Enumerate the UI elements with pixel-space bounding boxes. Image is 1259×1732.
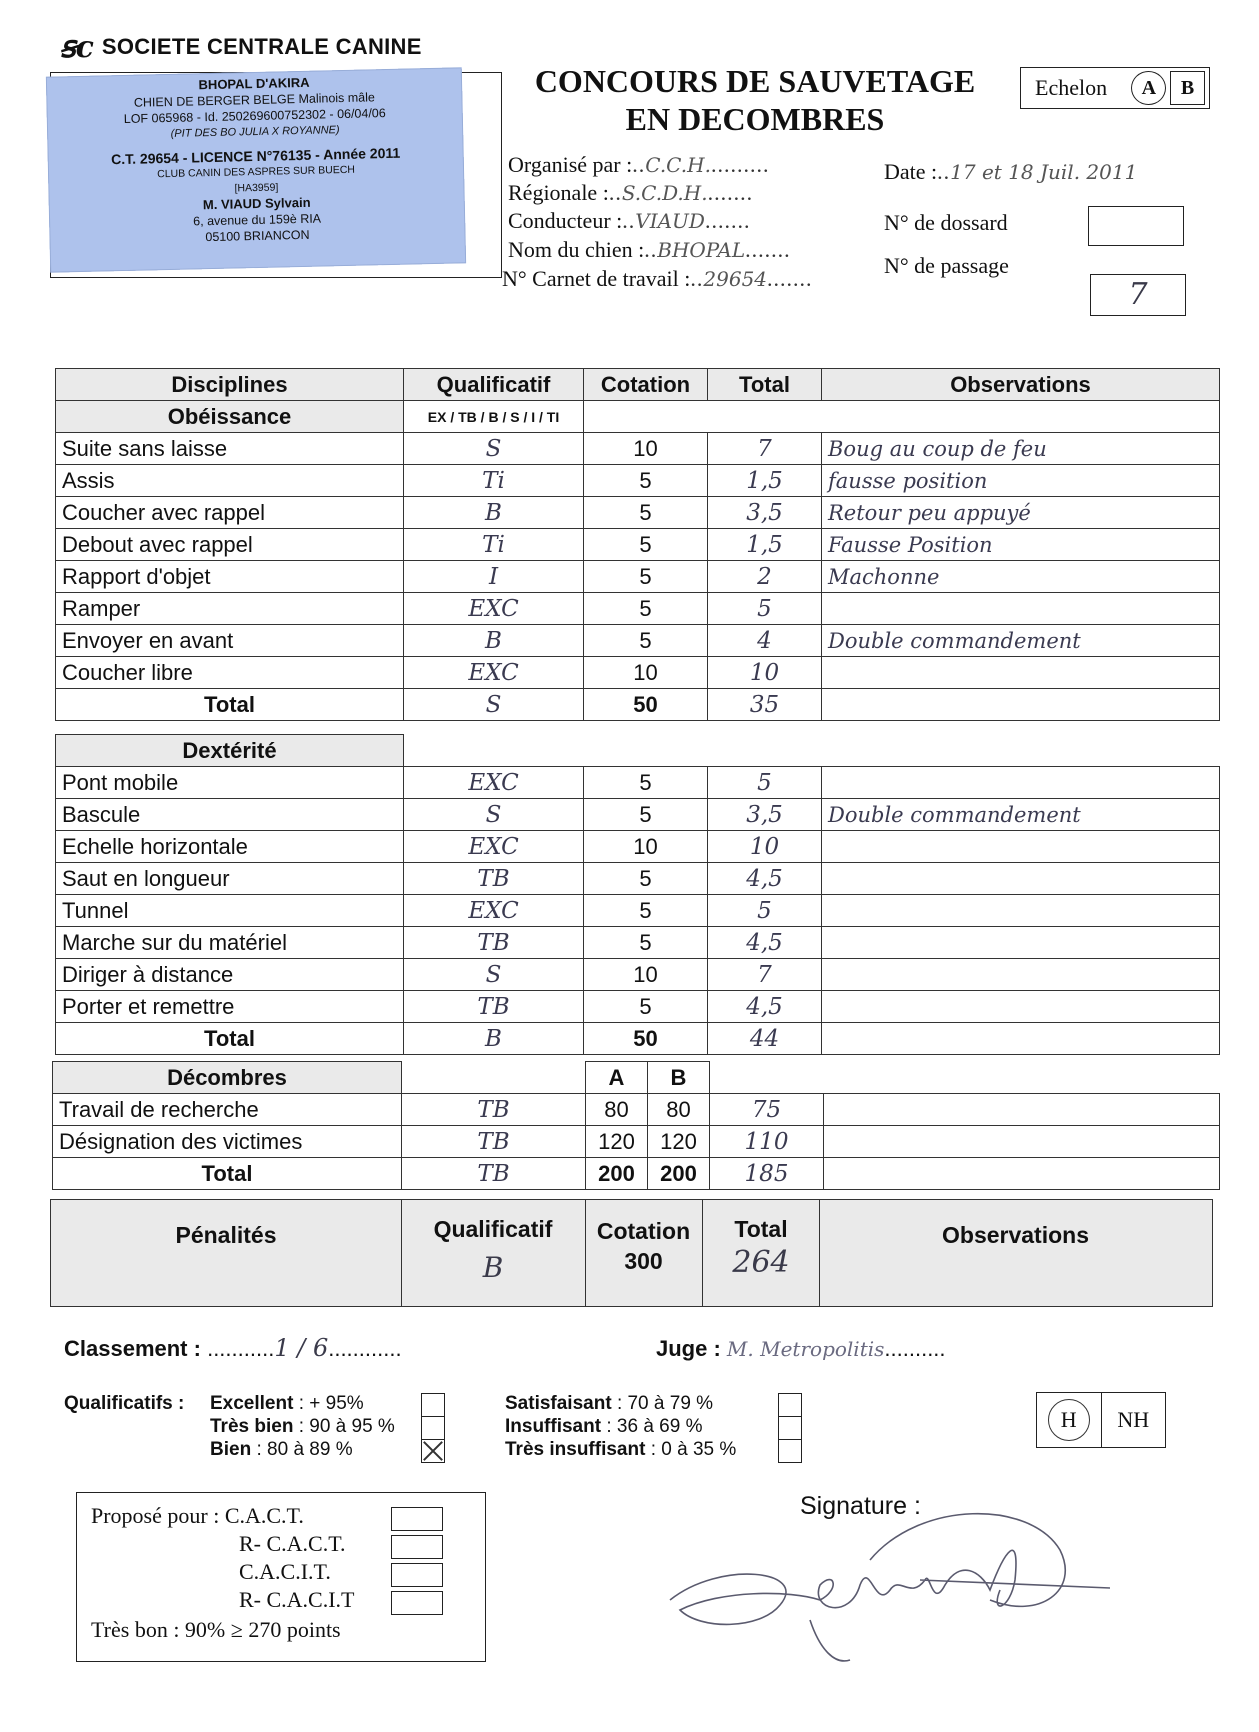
total-row — [56, 689, 1220, 721]
proposal-box — [76, 1492, 486, 1662]
empty-cell — [710, 1062, 1220, 1094]
h-nh-selector — [1036, 1392, 1166, 1448]
organization-name: SOCIETE CENTRALE CANINE — [101, 34, 422, 59]
header-observations: Observations — [822, 369, 1220, 401]
carnet-value[interactable]: 29654 — [703, 267, 768, 291]
passage-label: N° de passage — [884, 253, 1009, 278]
dog-parents: (PIT DES BO JULIA X ROYANNE) — [170, 124, 340, 140]
cotation-value: 5 — [584, 895, 708, 927]
legend-tres-bien — [210, 1415, 395, 1438]
dexterite-table — [55, 734, 1220, 1055]
checkbox-excellent[interactable] — [421, 1393, 445, 1417]
table-row — [56, 625, 1220, 657]
discipline-name: Coucher libre — [56, 657, 404, 689]
qualificatif-value[interactable]: S — [404, 959, 584, 991]
qualificatif-value[interactable]: TB — [404, 927, 584, 959]
cotation-b-value: 80 — [648, 1094, 710, 1126]
table-row — [56, 433, 1220, 465]
dog-licence: C.T. 29654 - LICENCE N°76135 - Année 2011 — [110, 144, 401, 168]
qualificatif-value[interactable]: EXC — [404, 657, 584, 689]
discipline-name: Désignation des victimes — [53, 1126, 402, 1158]
table-header-row — [56, 369, 1220, 401]
section-row — [56, 401, 1220, 433]
proposal-cacit-label: C.A.C.I.T. — [239, 1559, 331, 1584]
cotation-value: 5 — [584, 991, 708, 1023]
section-title-decombres: Décombres — [53, 1062, 402, 1094]
regionale-field: Régionale :..S.C.D.H........ — [508, 180, 754, 205]
owner-address: 6, avenue du 159è RIA — [193, 211, 322, 229]
total-observations[interactable] — [822, 1023, 1220, 1055]
table-row — [53, 1094, 1220, 1126]
observation-value[interactable]: Double commandement — [822, 799, 1220, 831]
penalites-section — [50, 1199, 1213, 1307]
carnet-field: N° Carnet de travail :..29654....... — [502, 266, 813, 291]
table-row — [56, 959, 1220, 991]
dog-club: CLUB CANIN DES ASPRES SUR BUECH — [157, 163, 356, 181]
legend-bien-range: : 80 à 89 % — [256, 1439, 353, 1460]
total-label: Total — [56, 689, 404, 721]
table-row — [56, 991, 1220, 1023]
checkbox-r-cact[interactable] — [391, 1535, 443, 1559]
qualificatif-value[interactable]: Ti — [404, 529, 584, 561]
discipline-name: Rapport d'objet — [56, 561, 404, 593]
judge-signature-drawing — [660, 1490, 1110, 1670]
empty-cell — [404, 735, 1220, 767]
proposal-r-cact-label: R- C.A.C.T. — [239, 1531, 346, 1556]
header-total: Total — [708, 369, 822, 401]
title-line-1: CONCOURS DE SAUVETAGE — [534, 63, 976, 99]
observation-value[interactable]: Double commandement — [822, 625, 1220, 657]
obeissance-table — [55, 368, 1220, 721]
qualificatif-value[interactable]: TB — [404, 863, 584, 895]
penalites-cotation-label: Cotation — [596, 1218, 691, 1244]
discipline-name: Porter et remettre — [56, 991, 404, 1023]
organise-value[interactable]: C.C.H. — [645, 153, 711, 177]
legend-bien — [210, 1438, 353, 1461]
dog-name: BHOPAL D'AKIRA — [198, 74, 310, 93]
total-value[interactable]: 4 — [708, 625, 822, 657]
observation-value[interactable] — [822, 657, 1220, 689]
discipline-name: Suite sans laisse — [56, 433, 404, 465]
penalites-cotation — [585, 1200, 703, 1306]
nom-chien-label: Nom du chien : — [508, 237, 645, 262]
total-value[interactable]: 5 — [708, 895, 822, 927]
legend-insuffisant-range: : 36 à 69 % — [606, 1416, 703, 1437]
qualificatif-value[interactable]: EXC — [404, 593, 584, 625]
dossard-input[interactable] — [1088, 206, 1184, 246]
discipline-name: Saut en longueur — [56, 863, 404, 895]
passage-input[interactable]: 7 — [1090, 274, 1186, 316]
echelon-label: Echelon — [1035, 75, 1108, 100]
organise-field: Organisé par :..C.C.H.......... — [508, 152, 770, 177]
total-qualificatif[interactable]: S — [404, 689, 584, 721]
penalites-cotation-value: 300 — [624, 1248, 663, 1274]
total-value[interactable]: 3,5 — [708, 799, 822, 831]
discipline-name: Tunnel — [56, 895, 404, 927]
cotation-value: 5 — [584, 863, 708, 895]
observation-value[interactable]: fausse position — [822, 465, 1220, 497]
header-cotation: Cotation — [584, 369, 708, 401]
regionale-label: Régionale : — [508, 180, 609, 205]
penalites-total-value[interactable]: 264 — [732, 1245, 790, 1280]
observation-value[interactable] — [822, 895, 1220, 927]
table-row — [56, 895, 1220, 927]
decombres-table — [52, 1061, 1220, 1190]
option-h-label: H — [1048, 1399, 1090, 1441]
checkbox-satisfaisant[interactable] — [778, 1393, 802, 1417]
penalites-qualificatif-value[interactable]: B — [482, 1251, 504, 1284]
discipline-name: Marche sur du matériel — [56, 927, 404, 959]
classement-label: Classement : — [64, 1336, 201, 1361]
table-row — [56, 831, 1220, 863]
legend-tres-insuffisant — [505, 1438, 736, 1461]
discipline-name: Pont mobile — [56, 767, 404, 799]
total-value[interactable]: 35 — [708, 689, 822, 721]
qualificatif-scale: EX / TB / B / S / I / TI — [404, 401, 584, 433]
checkbox-cacit[interactable] — [391, 1563, 443, 1587]
total-row — [53, 1158, 1220, 1190]
dossard-label: N° de dossard — [884, 210, 1008, 235]
classement-field: Classement : ...........1 / 6............ — [64, 1334, 402, 1362]
observation-value[interactable] — [822, 593, 1220, 625]
cotation-value: 5 — [584, 529, 708, 561]
juge-field: Juge : M. Metropolitis.......... — [656, 1336, 946, 1361]
cotation-value: 5 — [584, 799, 708, 831]
discipline-name: Bascule — [56, 799, 404, 831]
cotation-value: 5 — [584, 927, 708, 959]
checkbox-r-cacit[interactable] — [391, 1591, 443, 1615]
observation-value[interactable]: Retour peu appuyé — [822, 497, 1220, 529]
checkbox-bien-checked[interactable] — [421, 1439, 445, 1463]
section-title-obeissance: Obéissance — [56, 401, 404, 433]
discipline-name: Assis — [56, 465, 404, 497]
observation-value[interactable] — [824, 1126, 1220, 1158]
cotation-a-value: 120 — [586, 1126, 648, 1158]
juge-value[interactable]: M. Metropolitis — [726, 1337, 885, 1361]
qualificatif-value[interactable]: Ti — [404, 465, 584, 497]
cotation-value: 5 — [584, 767, 708, 799]
total-value[interactable]: 1,5 — [708, 465, 822, 497]
classement-value[interactable]: 1 / 6 — [274, 1334, 329, 1362]
conducteur-value[interactable]: VIAUD — [635, 209, 705, 233]
observation-value[interactable] — [824, 1094, 1220, 1126]
cotation-value: 10 — [584, 657, 708, 689]
proposal-cact-label: Proposé pour : C.A.C.T. — [91, 1503, 304, 1528]
organise-label: Organisé par : — [508, 152, 633, 177]
header-disciplines: Disciplines — [56, 369, 404, 401]
discipline-name: Coucher avec rappel — [56, 497, 404, 529]
observation-value[interactable]: Fausse Position — [822, 529, 1220, 561]
legend-tres-insuffisant-label: Très insuffisant — [505, 1439, 646, 1460]
proposal-r-cacit-label: R- C.A.C.I.T — [239, 1587, 355, 1612]
cotation-value: 10 — [584, 959, 708, 991]
qualificatif-value[interactable]: EXC — [404, 895, 584, 927]
discipline-name: Ramper — [56, 593, 404, 625]
title-line-2: EN DECOMBRES — [625, 101, 885, 137]
option-h[interactable] — [1037, 1393, 1102, 1447]
total-cotation: 50 — [584, 1023, 708, 1055]
empty-cell — [584, 401, 1220, 433]
total-value[interactable]: 5 — [708, 593, 822, 625]
section-row — [56, 735, 1220, 767]
cotation-value: 5 — [584, 561, 708, 593]
total-value[interactable]: 10 — [708, 831, 822, 863]
total-value[interactable]: 7 — [708, 959, 822, 991]
qualificatif-value[interactable]: S — [404, 799, 584, 831]
total-cotation: 50 — [584, 689, 708, 721]
table-row — [56, 863, 1220, 895]
option-nh[interactable]: NH — [1117, 1407, 1150, 1432]
cotation-a-value: 80 — [586, 1094, 648, 1126]
checkbox-insuffisant[interactable] — [778, 1416, 802, 1440]
observation-value[interactable]: Boug au coup de feu — [822, 433, 1220, 465]
table-row — [56, 657, 1220, 689]
penalites-qualificatif-label: Qualificatif — [433, 1216, 553, 1242]
observation-value[interactable] — [822, 927, 1220, 959]
legend-excellent — [210, 1392, 364, 1415]
qualificatif-value[interactable]: B — [404, 625, 584, 657]
discipline-name: Debout avec rappel — [56, 529, 404, 561]
juge-label: Juge : — [656, 1336, 721, 1361]
qualificatif-value[interactable]: S — [404, 433, 584, 465]
discipline-name: Envoyer en avant — [56, 625, 404, 657]
proposal-tres-bon-note: Très bon : 90% ≥ 270 points — [91, 1617, 341, 1642]
echelon-option-b[interactable]: B — [1170, 71, 1205, 105]
total-observations[interactable] — [822, 689, 1220, 721]
observation-value[interactable] — [822, 863, 1220, 895]
checkbox-tres-bien[interactable] — [421, 1416, 445, 1440]
carnet-label: N° Carnet de travail : — [502, 266, 691, 291]
total-observations[interactable] — [824, 1158, 1220, 1190]
table-row — [56, 465, 1220, 497]
penalites-total — [703, 1200, 820, 1306]
empty-cell — [402, 1062, 586, 1094]
legend-tres-insuffisant-range: : 0 à 35 % — [650, 1439, 737, 1460]
signature-label: Signature : — [800, 1492, 921, 1520]
discipline-name: Travail de recherche — [53, 1094, 402, 1126]
table-row — [56, 799, 1220, 831]
table-row — [56, 927, 1220, 959]
col-a-header: A — [586, 1062, 648, 1094]
qualificatif-value[interactable]: TB — [402, 1126, 586, 1158]
total-qualificatif[interactable]: TB — [402, 1158, 586, 1190]
penalites-title: Pénalités — [51, 1200, 402, 1306]
owner-city: 05100 BRIANCON — [205, 227, 310, 245]
cotation-value: 5 — [584, 497, 708, 529]
total-label: Total — [53, 1158, 402, 1190]
organization-header — [60, 30, 480, 64]
total-value[interactable]: 4,5 — [708, 863, 822, 895]
dog-identification-sticker — [46, 67, 466, 272]
total-value[interactable]: 185 — [710, 1158, 824, 1190]
total-row — [56, 1023, 1220, 1055]
total-a: 200 — [586, 1158, 648, 1190]
legend-satisfaisant-range: : 70 à 79 % — [616, 1393, 714, 1414]
penalites-total-label: Total — [734, 1216, 788, 1242]
scc-logo-icon: ꞩc — [60, 29, 94, 65]
section-row — [53, 1062, 1220, 1094]
owner-name: M. VIAUD Sylvain — [202, 194, 311, 213]
total-value[interactable]: 10 — [708, 657, 822, 689]
legend-insuffisant-label: Insuffisant — [505, 1416, 602, 1437]
penalites-observations-label: Observations — [942, 1222, 1089, 1248]
cotation-value: 10 — [584, 831, 708, 863]
section-title-dexterite: Dextérité — [56, 735, 404, 767]
table-row — [56, 561, 1220, 593]
table-row — [56, 593, 1220, 625]
legend-satisfaisant — [505, 1392, 713, 1415]
total-label: Total — [56, 1023, 404, 1055]
table-row — [56, 767, 1220, 799]
total-value[interactable]: 4,5 — [708, 927, 822, 959]
date-field: Date :..17 et 18 Juil. 2011 — [884, 159, 1138, 184]
qualificatif-value[interactable]: EXC — [404, 831, 584, 863]
col-b-header: B — [648, 1062, 710, 1094]
conducteur-label: Conducteur : — [508, 208, 623, 233]
date-label: Date : — [884, 159, 938, 184]
qualificatifs-label: Qualificatifs : — [64, 1393, 185, 1414]
total-value[interactable]: 2 — [708, 561, 822, 593]
penalites-qualificatif — [401, 1200, 586, 1306]
total-value[interactable]: 4,5 — [708, 991, 822, 1023]
regionale-value[interactable]: S.C.D.H. — [621, 181, 708, 205]
table-row — [53, 1126, 1220, 1158]
dog-club-code: [HA3959] — [234, 181, 279, 195]
page-title — [490, 62, 1020, 138]
echelon-option-a[interactable]: A — [1131, 71, 1166, 105]
legend-tres-bien-label: Très bien — [210, 1416, 294, 1437]
header-qualificatif: Qualificatif — [404, 369, 584, 401]
total-value[interactable]: 5 — [708, 767, 822, 799]
dog-lof: LOF 065968 - Id. 250269600752302 - 06/04/06 — [123, 106, 386, 126]
observation-value[interactable] — [822, 959, 1220, 991]
qualificatif-value[interactable]: TB — [404, 991, 584, 1023]
checkbox-cact[interactable] — [391, 1507, 443, 1531]
nom-chien-field: Nom du chien :..BHOPAL....... — [508, 237, 791, 262]
table-row — [56, 529, 1220, 561]
qualificatif-value[interactable]: B — [404, 497, 584, 529]
cotation-value: 5 — [584, 625, 708, 657]
observation-value[interactable] — [822, 991, 1220, 1023]
total-value[interactable]: 7 — [708, 433, 822, 465]
qualificatif-value[interactable]: I — [404, 561, 584, 593]
discipline-name: Diriger à distance — [56, 959, 404, 991]
checkbox-tres-insuffisant[interactable] — [778, 1439, 802, 1463]
legend-tres-bien-range: : 90 à 95 % — [298, 1416, 395, 1437]
table-row — [56, 497, 1220, 529]
discipline-name: Echelle horizontale — [56, 831, 404, 863]
legend-bien-label: Bien — [210, 1439, 252, 1460]
legend-excellent-label: Excellent — [210, 1393, 294, 1414]
observation-value[interactable] — [822, 831, 1220, 863]
observation-value[interactable]: Machonne — [822, 561, 1220, 593]
total-value[interactable]: 1,5 — [708, 529, 822, 561]
total-qualificatif[interactable]: B — [404, 1023, 584, 1055]
echelon-selector — [1020, 67, 1210, 109]
qualificatif-value[interactable]: TB — [402, 1094, 586, 1126]
dog-breed: CHIEN DE BERGER BELGE Malinois mâle — [133, 90, 376, 110]
qualificatif-value[interactable]: EXC — [404, 767, 584, 799]
cotation-value: 10 — [584, 433, 708, 465]
cotation-value: 5 — [584, 465, 708, 497]
date-value[interactable]: 17 et 18 Juil. 2011 — [950, 160, 1138, 184]
cotation-b-value: 120 — [648, 1126, 710, 1158]
total-value[interactable]: 75 — [710, 1094, 824, 1126]
total-value[interactable]: 110 — [710, 1126, 824, 1158]
total-value[interactable]: 44 — [708, 1023, 822, 1055]
legend-satisfaisant-label: Satisfaisant — [505, 1393, 612, 1414]
legend-excellent-range: : + 95% — [298, 1393, 364, 1414]
nom-chien-value[interactable]: BHOPAL — [657, 238, 746, 262]
total-value[interactable]: 3,5 — [708, 497, 822, 529]
total-b: 200 — [648, 1158, 710, 1190]
cotation-value: 5 — [584, 593, 708, 625]
legend-insuffisant — [505, 1415, 702, 1438]
conducteur-field: Conducteur :..VIAUD....... — [508, 208, 751, 233]
observation-value[interactable] — [822, 767, 1220, 799]
